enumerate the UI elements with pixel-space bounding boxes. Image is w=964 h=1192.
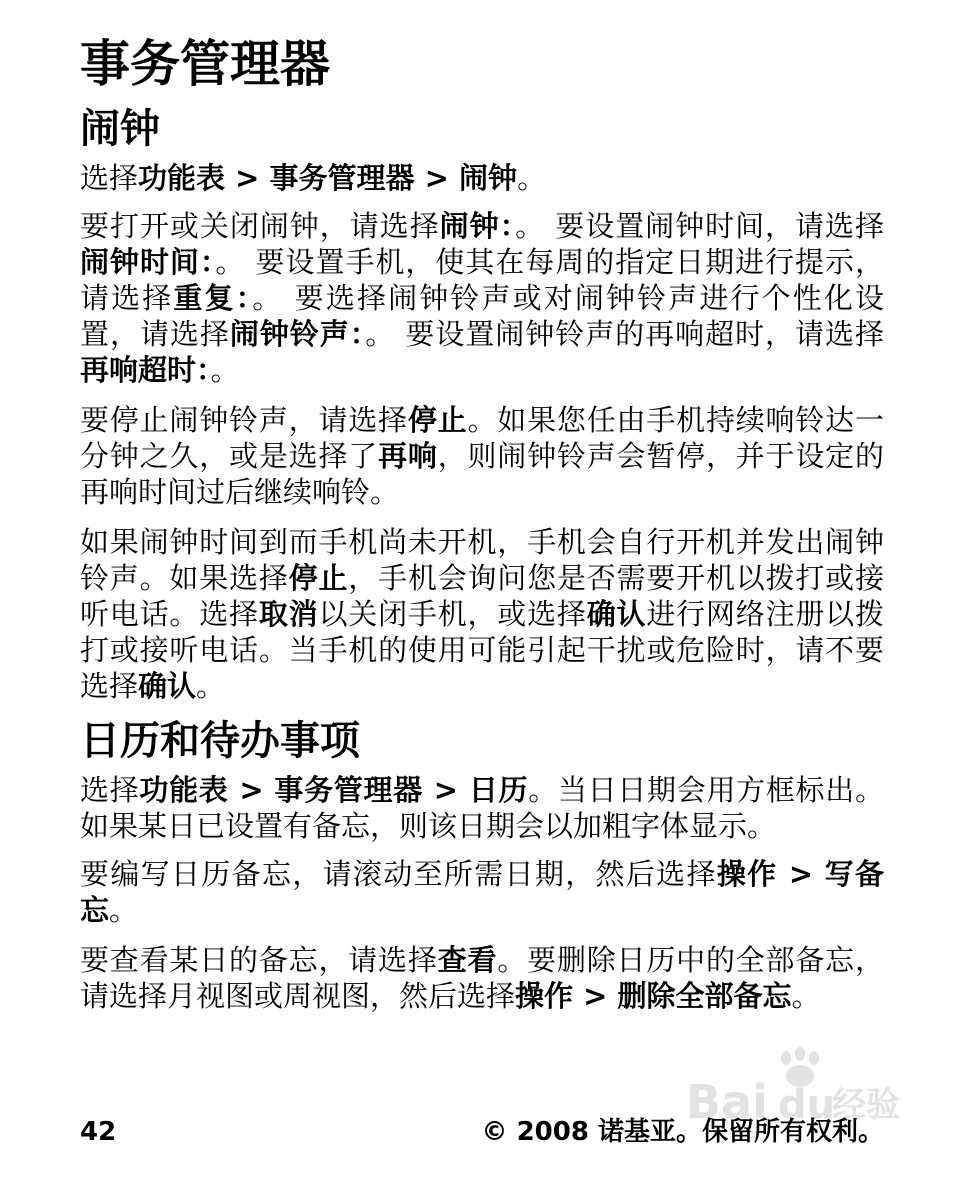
paragraph-write-note: 要编写日历备忘，请滚动至所需日期，然后选择操作 > 写备忘。 <box>80 857 884 927</box>
baidu-jingyan-watermark <box>686 1046 906 1126</box>
section-calendar <box>80 716 884 1028</box>
paragraph-alarm-stop: 要停止闹钟铃声，请选择停止。如果您任由手机持续响铃达一分钟之久，或是选择了再响，则闹钟铃声会暂停，并于设定的再响时间过后继续响铃。 <box>80 403 884 509</box>
menu-path-calendar: 选择功能表 > 事务管理器 > 日历。当日日期会用方框标出。如果某日已设置有备忘，则该日期会以加粗字体显示。 <box>80 773 884 843</box>
menu-path-alarm: 选择功能表 > 事务管理器 > 闹钟。 <box>80 161 547 195</box>
paw-icon <box>781 1047 819 1087</box>
paragraph-alarm-power-off: 如果闹钟时间到而手机尚未开机，手机会自行开机并发出闹钟铃声。如果选择停止，手机会询问您是否需要开机以拨打或接听电话。选择取消以关闭手机，或选择确认进行网络注册以拨打或接听电话。当手机的使用可能引起干扰或危险时，请不要选择确认。 <box>80 525 884 703</box>
watermark-text-bai: Bai <box>686 1075 768 1126</box>
copyright-notice: © 2008 诺基亚。保留所有权利。 <box>481 1117 884 1147</box>
section-heading-alarm: 闹钟 <box>80 106 160 152</box>
page-title: 事务管理器 <box>80 35 330 93</box>
watermark-text-du: du <box>778 1082 836 1126</box>
watermark-text-jingyan: 经验 <box>832 1085 900 1125</box>
page-number: 42 <box>80 1117 117 1147</box>
section-heading-calendar: 日历和待办事项 <box>80 718 360 764</box>
paragraph-view-delete-notes: 要查看某日的备忘，请选择查看。要删除日历中的全部备忘，请选择月视图或周视图，然后选择操作 > 删除全部备忘。 <box>80 943 884 1013</box>
paragraph-alarm-settings: 要打开或关闭闹钟，请选择闹钟：。 要设置闹钟时间，请选择闹钟时间：。 要设置手机，使其在每周的指定日期进行提示，请选择重复：。 要选择闹钟铃声或对闹钟铃声进行个性化设置，请选择闹钟铃声：。 要设置闹钟铃声的再响超时，请选择再响超时：。 <box>80 209 884 387</box>
section-alarm <box>80 104 884 718</box>
